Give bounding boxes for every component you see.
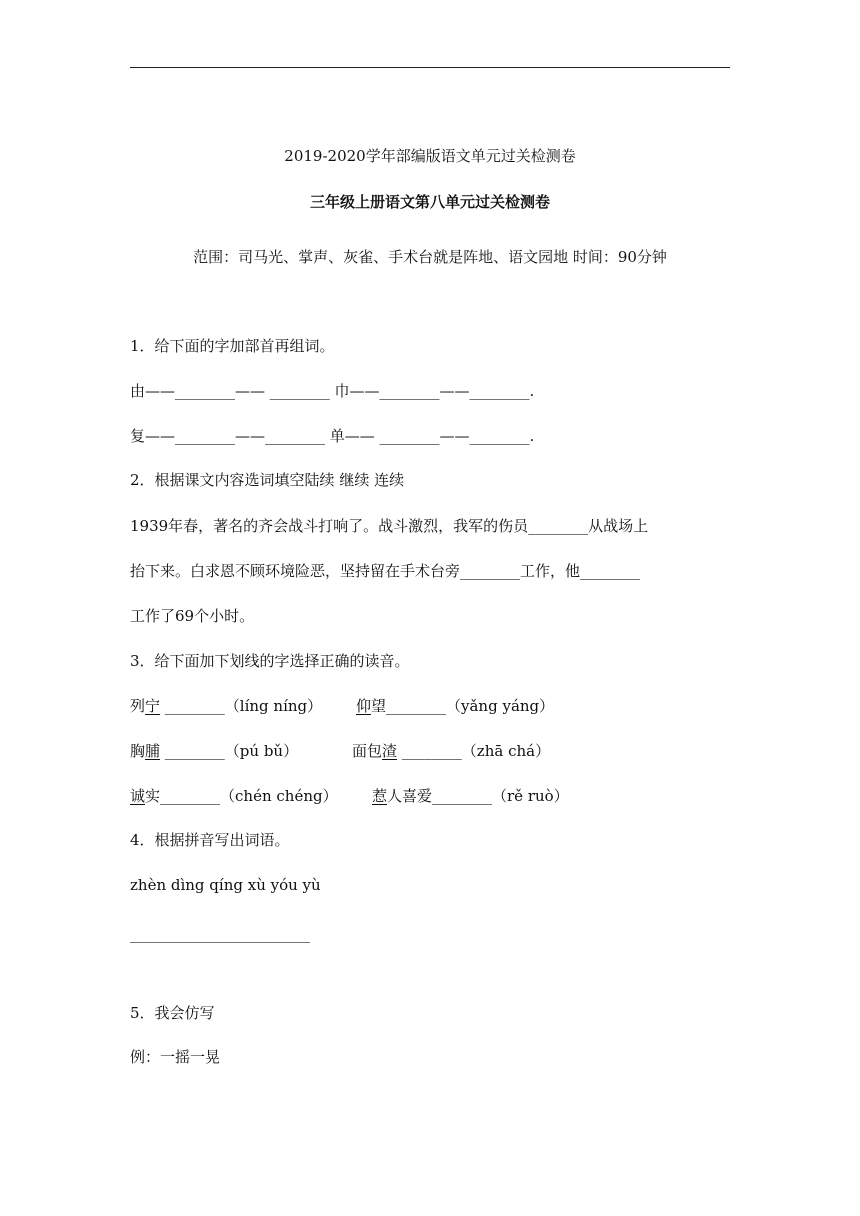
question-1-line-2: 复——________——________ 单—— ________——________. (130, 427, 535, 445)
question-4-pinyin: zhèn dìng qíng xù yóu yù (130, 876, 321, 894)
document-subtitle: 三年级上册语文第八单元过关检测卷 (309, 193, 550, 211)
char-text: 面包 (352, 742, 383, 760)
question-1-line-1: 由——________—— ________ 巾——________——________. (130, 382, 535, 400)
question-3-prompt: 3．给下面加下划线的字选择正确的读音。 (130, 652, 410, 670)
top-rule (130, 67, 730, 68)
answer-blank: ________（líng níng） (160, 697, 323, 715)
answer-blank: ________（pú bǔ） (160, 742, 299, 760)
char-text: 胸 (130, 742, 146, 760)
char-text: 列 (130, 697, 146, 715)
document-scope: 范围：司马光、掌声、灰雀、手术台就是阵地、语文园地 时间：90分钟 (193, 248, 667, 266)
question-4-prompt: 4．根据拼音写出词语。 (130, 831, 290, 849)
question-3-row-2b (352, 741, 550, 761)
question-3-row-2a (130, 741, 298, 761)
question-2-line-3: 工作了69个小时。 (130, 607, 255, 625)
question-3-row-3a (130, 786, 338, 806)
question-2-line-2: 抬下来。白求恩不顾环境险恶，坚持留在手术台旁________工作，他________ (130, 562, 641, 580)
question-2-line-1: 1939年春，著名的齐会战斗打响了。战斗激烈，我军的伤员________从战场上 (130, 517, 649, 535)
question-1-prompt: 1．给下面的字加部首再组词。 (130, 337, 335, 355)
underlined-char: 渣 (382, 742, 398, 760)
question-4-blanks: ________________________ (130, 925, 310, 943)
answer-blank: 望________（yǎng yáng） (371, 697, 555, 715)
underlined-char: 惹 (372, 787, 388, 805)
question-5-example: 例：一摇一晃 (130, 1048, 221, 1066)
underlined-char: 宁 (145, 697, 161, 715)
question-5-prompt: 5．我会仿写 (130, 1004, 215, 1022)
underlined-char: 仰 (356, 697, 372, 715)
answer-blank: 实________（chén chéng） (145, 787, 338, 805)
answer-blank: 人喜爱________（rě ruò） (387, 787, 569, 805)
underlined-char: 脯 (145, 742, 161, 760)
question-3-row-1a (130, 696, 322, 716)
question-3-row-1b (356, 696, 554, 716)
answer-blank: ________（zhā chá） (397, 742, 551, 760)
question-2-prompt: 2．根据课文内容选词填空陆续 继续 连续 (130, 471, 405, 489)
question-3-row-3b (372, 786, 569, 806)
document-title: 2019-2020学年部编版语文单元过关检测卷 (284, 147, 576, 165)
underlined-char: 诚 (130, 787, 146, 805)
